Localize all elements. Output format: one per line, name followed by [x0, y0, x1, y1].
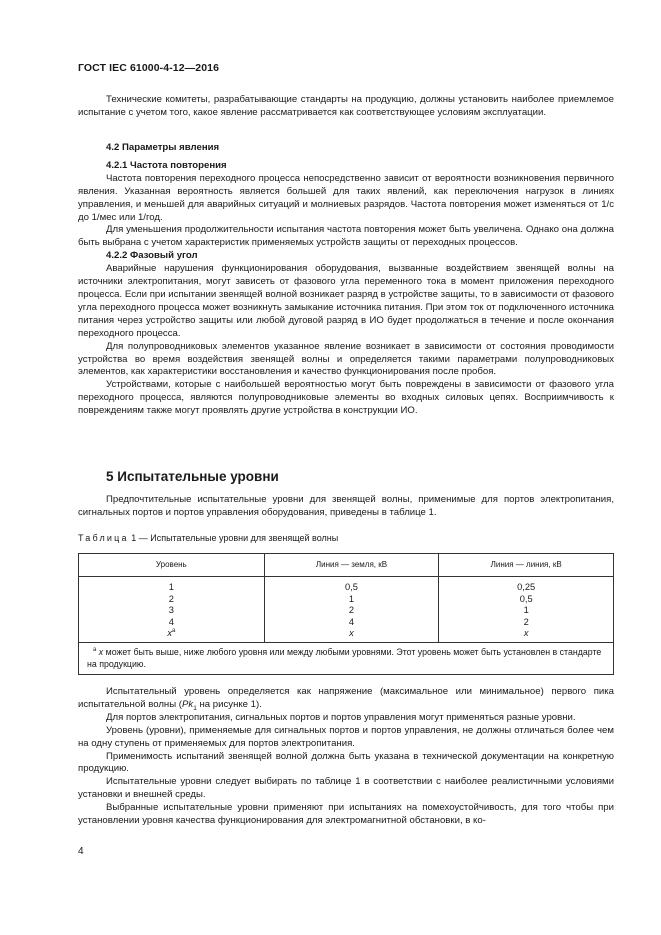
s422-paragraph-3: Устройствами, которые с наибольшей вероятностью могут быть повреждены в зависимости от фазового угла переходного процесса, являются полупроводниковые элементы во входных силовых цепях. Восприимчивость к повреждениям также могут проявлять другие устройства в конструкции ИО.	[78, 379, 614, 417]
table-row	[79, 605, 614, 617]
table-row	[79, 628, 614, 642]
cell-line-earth: 1	[264, 594, 439, 606]
table-header-row	[79, 554, 614, 577]
after-table-paragraph-2: Для портов электропитания, сигнальных портов и портов управления могут применяться разные уровни.	[106, 711, 576, 723]
table-row	[79, 594, 614, 606]
cell-line-line: 0,25	[439, 577, 614, 594]
after-table-block	[78, 686, 614, 828]
cell-line-earth: 4	[264, 617, 439, 629]
after-table-paragraph-5: Испытательные уровни следует выбирать по таблице 1 в соответствии с наиболее реалистичными условиями установки и внешней среды.	[78, 776, 614, 801]
test-levels-table	[78, 553, 614, 675]
cell-level: 3	[79, 605, 265, 617]
section-5-paragraph: Предпочтительные испытательные уровни для звенящей волны, применимые для портов электропитания, сигнальных портов и портов управления оборудования, приведены в таблице 1.	[78, 494, 614, 518]
page-number: 4	[78, 846, 84, 857]
after-table-paragraph-4: Применимость испытаний звенящей волной должна быть указана в технической документации на конкретную продукцию.	[78, 750, 614, 775]
section-4-2-title: 4.2 Параметры явления	[106, 142, 220, 153]
table-caption-text: 1 — Испытательные уровни для звенящей волны	[131, 533, 339, 543]
cell-line-line: 1	[439, 605, 614, 617]
cell-line-line: 0,5	[439, 594, 614, 606]
col-header-level: Уровень	[79, 554, 265, 577]
s421-paragraph-2: Для уменьшения продолжительности испытания частота повторения может быть увеличена. Однако она должна быть выбрана с учетом характеристик применяемых устройств защиты от переходных процессов.	[78, 224, 614, 249]
cell-level: 2	[79, 594, 265, 606]
cell-level: 1	[79, 577, 265, 594]
after-table-paragraph-3: Уровень (уровни), применяемые для сигнальных портов и портов управления, не должны отличаться более чем на одну ступень от применяемых для портов электропитания.	[78, 724, 614, 749]
section-5-intro	[78, 494, 614, 520]
section-4-2	[78, 142, 614, 418]
s422-paragraph-2: Для полупроводниковых элементов указанное явление возникает в зависимости от состояния проводимости устройства во время воздействия звенящей волны и определяется такими параметрами полупроводниковых элементов, как характеристики восстановления и качество функционирования после пробоя.	[78, 340, 614, 378]
document-header: ГОСТ IEC 61000-4-12—2016	[78, 62, 220, 74]
table-footnote-row	[79, 642, 614, 674]
table-caption-prefix: Таблица	[78, 533, 129, 543]
section-5-title: 5 Испытательные уровни	[106, 469, 279, 484]
section-4-2-1-title: 4.2.1 Частота повторения	[106, 159, 227, 171]
cell-line-earth: x	[264, 628, 439, 642]
col-header-line-line: Линия — линия, кВ	[439, 554, 614, 577]
cell-line-earth: 2	[264, 605, 439, 617]
table-caption	[78, 532, 338, 545]
col-header-line-earth: Линия — земля, кВ	[264, 554, 439, 577]
cell-level: $x^a$	[79, 628, 265, 642]
after-table-paragraph-6: Выбранные испытательные уровни применяют при испытаниях на помехоустойчивость, для того чтобы при установлении уровня качества функционирования для электромагнитной обстановки, в ко-	[78, 802, 614, 827]
table-row	[79, 577, 614, 594]
cell-level: 4	[79, 617, 265, 629]
table-row	[79, 617, 614, 629]
s421-paragraph-1: Частота повторения переходного процесса непосредственно зависит от вероятности возникновения первичного явления. Указанная вероятность является большей для таких явлений, как переключения нагрузок в линиях управления, и меньшей для аварийных ситуаций и молниевых разрядов. Частота повторения может изменяться от 1/с до 1/мес или 1/год.	[78, 172, 614, 223]
cell-line-earth: 0,5	[264, 577, 439, 594]
table-footnote: $^a$ x может быть выше, ниже любого уровня или между любыми уровнями. Этот уровень может быть установлен в стандарте на продукцию.	[79, 642, 614, 674]
s422-paragraph-1: Аварийные нарушения функционирования оборудования, вызванные воздействием звенящей волны на источники электропитания, могут зависеть от фазового угла переменного тока в момент приложения переходного процесса. Если при испытании звенящей волной возникает разряд в устройстве защиты, то в зависимости от фазового угла переходного процесса может возникнуть замыкание источника питания. При этом ток от подключенного источника питания через устройство защиты или любой дуговой разряд в ИО будет продолжаться в течение и после окончания переходного процесса.	[78, 263, 614, 339]
intro-block	[78, 94, 614, 120]
cell-line-line: 2	[439, 617, 614, 629]
section-4-2-2-title: 4.2.2 Фазовый угол	[106, 250, 198, 262]
intro-paragraph: Технические комитеты, разрабатывающие стандарты на продукцию, должны установить наиболее приемлемое испытание с учетом того, какое явление рассматривается как соответствующее условиям эксплуатации.	[78, 94, 614, 118]
cell-line-line: x	[439, 628, 614, 642]
test-level-definition: Испытательный уровень определяется как напряжение (максимальное или минимальное) первого пика испытательной волны ($Pk_1$ на рисунке 1).	[78, 686, 614, 712]
